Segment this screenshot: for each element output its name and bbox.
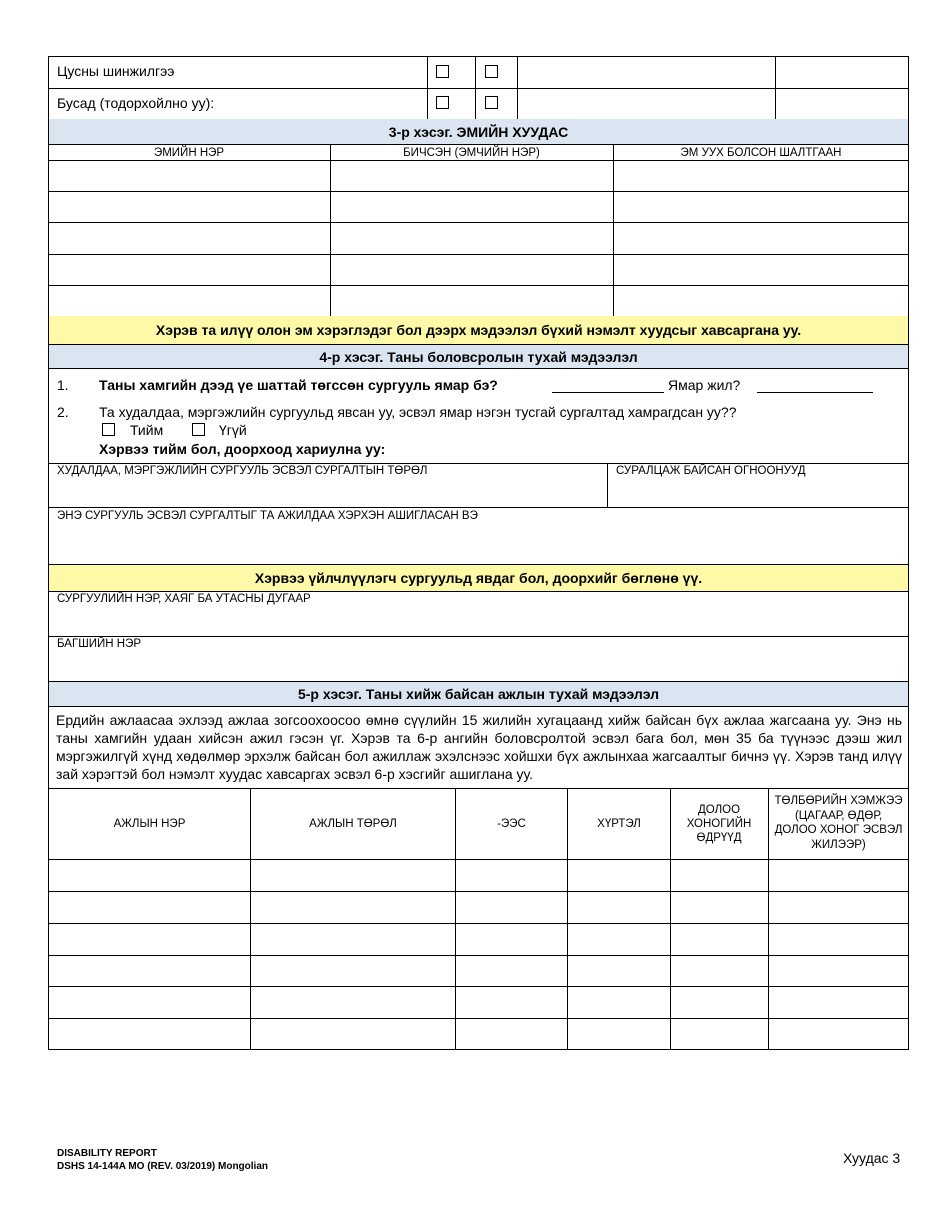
med-row-1-reason[interactable] — [615, 162, 907, 190]
med-row-2-prescriber[interactable] — [332, 193, 611, 221]
med-row-1-prescriber[interactable] — [332, 162, 611, 190]
highest-education-field[interactable] — [552, 392, 664, 393]
med-row-4-prescriber[interactable] — [332, 256, 611, 284]
med-row-5-prescriber[interactable] — [332, 287, 611, 315]
reason-header: ЭМ УУХ БОЛСОН ШАЛТГААН — [680, 147, 842, 159]
training-usage-field[interactable] — [50, 524, 907, 563]
job-row-6[interactable] — [49, 1019, 908, 1049]
med-row-2-reason[interactable] — [615, 193, 907, 221]
training-type-caption: ХУДАЛДАА, МЭРГЭЖЛИЙН СУРГУУЛЬ ЭСВЭЛ СУРГАЛТЫН ТӨРӨЛ — [57, 465, 428, 477]
med-row-5-name[interactable] — [50, 287, 328, 315]
job-row-2[interactable] — [49, 892, 908, 923]
med-row-3-prescriber[interactable] — [332, 224, 611, 253]
school-info-field[interactable] — [50, 607, 907, 635]
training-dates-field[interactable] — [609, 479, 907, 506]
job-title-header: АЖЛЫН НЭР — [113, 818, 186, 830]
prescriber-header: БИЧСЭН (ЭМЧИЙН НЭР) — [403, 147, 540, 159]
med-row-3-reason[interactable] — [615, 224, 907, 253]
section-3-title: 3-р хэсэг. ЭМИЙН ХУУДАС — [48, 119, 909, 145]
if-yes-instruction: Хэрвээ тийм бол, доорхоод хариулна уу: — [99, 441, 386, 457]
other-field-1[interactable] — [520, 90, 773, 117]
section-5-instructions: Ердийн ажлаасаа эхлээд ажлаа зогсоохоосоо өмнө сүүлийн 15 жилийн хугацаанд хийж байсан бүх ажлаа жагсаана уу. Энэ нь таны хамгийн удаан хийсэн ажил гэсэн үг. Хэрэв та 6-р ангийн боловсролтой эсвэл бага бол, мөн 35 ба түүнээс дээш жил мэргэжилгүй хүнд хөдөлмөр эрхэлж байсан бол ажиллаж эхэлснээс хойшхи бүх ажлынхаа жагсаалтыг бичнэ үү. Хэрэв танд илүү зай хэрэгтэй бол нэмэлт хуудас хавсаргах эсвэл 6-р хэсгийг ашиглана уу. — [56, 712, 902, 782]
teacher-name-field[interactable] — [50, 652, 907, 680]
days-per-week-header: ДОЛОО ХОНОГИЙН ӨДРҮҮД — [686, 804, 752, 844]
teacher-name-caption: БАГШИЙН НЭР — [57, 638, 142, 650]
med-name-header: ЭМИЙН НЭР — [153, 147, 225, 159]
to-header: ХҮРТЭЛ — [597, 818, 641, 830]
question-2-number: 2. — [57, 404, 69, 420]
blood-test-label: Цусны шинжилгээ — [57, 63, 175, 79]
section-4-title: 4-р хэсэг. Таны боловсролын тухай мэдээлэл — [48, 345, 909, 369]
school-info-caption: СУРГУУЛИЙН НЭР, ХАЯГ БА УТАСНЫ ДУГААР — [57, 593, 311, 605]
form-number: DSHS 14-144A MO (REV. 03/2019) Mongolian — [57, 1161, 268, 1172]
pay-rate-header: ТӨЛБӨРИЙН ХЭМЖЭЭ (ЦАГААР, ӨДӨР, ДОЛОО ХОНОГ ЭСВЭЛ ЖИЛЭЭР) — [774, 795, 903, 851]
other-checkbox-2[interactable] — [485, 96, 498, 109]
other-field-2[interactable] — [778, 90, 906, 117]
med-row-4-reason[interactable] — [615, 256, 907, 284]
other-label: Бусад (тодорхойлно уу): — [57, 95, 215, 111]
section-5-title: 5-р хэсэг. Таны хийж байсан ажлын тухай мэдээлэл — [48, 682, 909, 707]
question-1-text: Таны хамгийн дээд үе шаттай төгссөн сургууль ямар бэ? — [99, 377, 498, 393]
from-header: -ЭЭС — [497, 818, 526, 830]
more-medications-note: Хэрэв та илүү олон эм хэрэглэдэг бол дээрх мэдээлэл бүхий нэмэлт хуудсыг хавсаргана уу. — [48, 316, 909, 345]
training-type-field[interactable] — [50, 479, 605, 506]
job-type-header: АЖЛЫН ТӨРӨЛ — [309, 818, 397, 830]
job-row-1[interactable] — [49, 860, 908, 891]
job-row-3[interactable] — [49, 924, 908, 955]
year-label: Ямар жил? — [668, 377, 741, 393]
question-2-text: Та худалдаа, мэргэжлийн сургуульд явсан уу, эсвэл ямар нэгэн тусгай сургалтад хамрагдсан уу?? — [99, 404, 737, 420]
med-row-4-name[interactable] — [50, 256, 328, 284]
blood-test-checkbox-1[interactable] — [436, 65, 449, 78]
client-school-note: Хэрвээ үйлчлүүлэгч сургуульд явдаг бол, доорхийг бөглөнө үү. — [48, 565, 909, 592]
page-number: Хуудас 3 — [843, 1150, 901, 1166]
med-row-5-reason[interactable] — [615, 287, 907, 315]
blood-test-checkbox-2[interactable] — [485, 65, 498, 78]
yes-label: Тийм — [130, 422, 164, 438]
training-dates-caption: СУРАЛЦАЖ БАЙСАН ОГНООНУУД — [616, 465, 806, 477]
blood-test-field-1[interactable] — [520, 58, 773, 86]
blood-test-field-2[interactable] — [778, 58, 906, 86]
no-label: Үгүй — [219, 422, 247, 438]
no-checkbox[interactable] — [192, 423, 205, 436]
med-row-2-name[interactable] — [50, 193, 328, 221]
job-row-5[interactable] — [49, 987, 908, 1018]
yes-checkbox[interactable] — [102, 423, 115, 436]
med-row-3-name[interactable] — [50, 224, 328, 253]
question-1-number: 1. — [57, 377, 69, 393]
training-usage-caption: ЭНЭ СУРГУУЛЬ ЭСВЭЛ СУРГАЛТЫГ ТА АЖИЛДАА ХЭРХЭН АШИГЛАСАН ВЭ — [57, 510, 478, 522]
year-field[interactable] — [757, 392, 873, 393]
med-row-1-name[interactable] — [50, 162, 328, 190]
job-row-4[interactable] — [49, 956, 908, 986]
form-title: DISABILITY REPORT — [57, 1148, 157, 1159]
other-checkbox-1[interactable] — [436, 96, 449, 109]
